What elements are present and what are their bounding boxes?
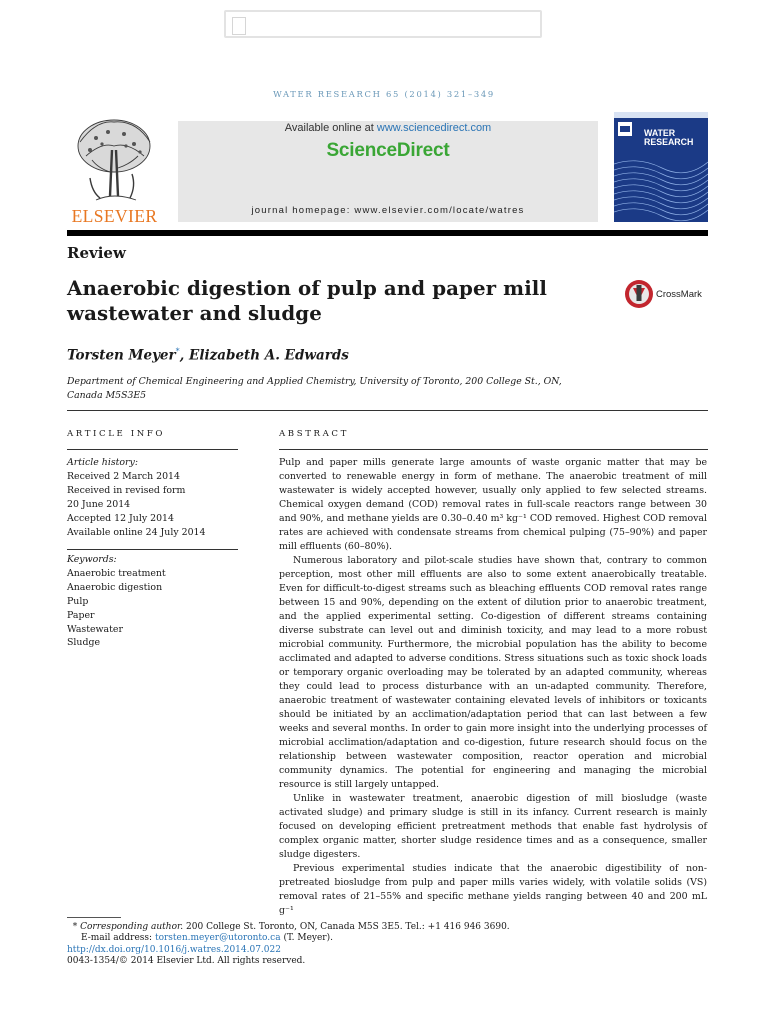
crossmark-label[interactable]: CrossMark [656, 289, 702, 300]
journal-homepage-line[interactable]: journal homepage: www.elsevier.com/locate/watres [251, 205, 525, 216]
keyword: Anaerobic digestion [67, 581, 163, 593]
cover-title [644, 129, 706, 147]
article-title: Anaerobic digestion of pulp and paper mill wastewater and sludge [67, 276, 548, 325]
abstract-paragraph: Pulp and paper mills generate large amounts of waste organic matter that may be converted to renewable energy in form of methane. The anaerobic treatment of mill wastewater is widely accepted however, usually only applied to few selected streams. Chemical oxygen demand (COD) removal rates in full-scale reactors range between 30 and 90%, and methane yields are 0.30–0.40 m³ kg⁻¹ COD removed. Highest COD removal rates are achieved with condensate streams from chemical pulping (75–90%) and paper mill effluents (60–80%). [279, 457, 707, 552]
corresponding-footnote [67, 922, 667, 933]
authors-line [67, 347, 349, 364]
abstract-heading: ABSTRACT [279, 429, 349, 439]
footnotes [67, 922, 667, 967]
corresponding-address: 200 College St. Toronto, ON, Canada M5S 3E5. Tel.: +1 416 946 3690. [183, 922, 510, 932]
author-edwards[interactable]: , Elizabeth A. Edwards [179, 347, 349, 364]
email-link[interactable]: torsten.meyer@utoronto.ca [154, 933, 281, 944]
journal-citation-line: WATER RESEARCH 65 (2014) 321–349 [273, 89, 495, 99]
article-type: Review [67, 244, 126, 262]
corresponding-label: Corresponding author. [80, 922, 184, 932]
abstract-paragraph: Numerous laboratory and pilot-scale studies have shown that, contrary to common perception, most other mill effluents are also to some extent anaerobically treatable. Even for difficult-to-digest streams such as bleaching effluents COD removal rates range between 15 and 90%, depending on the extent of dilution prior to anaerobic treatment, and the applied experimental setting. Co-digestion of different streams containing diverse substrate can level out and diminish toxicity, and may lead to a more robust microbial community. Furthermore, the microbial population has the ability to become acclimated and adapted to adverse conditions. Stress situations such as toxic shock loads or temporary organic overloading may be tolerated by an adapted community, whereas they could lead to process disturbance with an un-adapted community. Therefore, anaerobic treatment of wastewater containing elevated levels of inhibitors or toxicants should be initiated by an acclimation/adaptation period that can last between a few weeks and several months. In order to gain more insight into the underlying processes of microbial acclimation/adaptation and co-digestion, future research should focus on the relationship between wastewater composition, reactor operation and microbial community dynamics. The potential for engineering and managing the microbial resource is still largely untapped. [279, 555, 707, 790]
available-online-line [178, 122, 598, 134]
keyword: Sludge [67, 637, 101, 649]
history-item: Received in revised form [67, 484, 186, 496]
keyword: Anaerobic treatment [67, 567, 166, 579]
abstract-body [279, 456, 707, 918]
history-item: Received 2 March 2014 [67, 470, 180, 482]
divider [279, 449, 708, 450]
footnote-rule [67, 917, 121, 918]
corresponding-mark[interactable]: * [175, 347, 180, 356]
sciencedirect-link[interactable]: www.sciencedirect.com [376, 122, 492, 134]
divider [67, 549, 238, 550]
keywords-list [67, 553, 239, 650]
keyword: Pulp [67, 595, 89, 607]
abstract-paragraph: Unlike in wastewater treatment, anaerobic digestion of mill biosludge (waste activated sludge) and primary sludge is still in its infancy. Current research is mainly focused on developing efficient pretreatment methods that enable fast hydrolysis of complex organic matter, shorter sludge residence times and as a consequence, smaller sludge digesters. [279, 793, 707, 860]
email-footnote [67, 933, 667, 944]
doi-link[interactable]: http://dx.doi.org/10.1016/j.watres.2014.07.022 [67, 944, 281, 955]
divider [67, 410, 708, 411]
header-rule [67, 230, 708, 236]
history-item: 20 June 2014 [67, 498, 131, 510]
article-history [67, 456, 239, 539]
author-meyer[interactable]: Torsten Meyer [67, 347, 176, 364]
cover-title-line2: RESEARCH [644, 137, 694, 147]
cover-title-line1: WATER [644, 128, 676, 138]
abstract-paragraph: Previous experimental studies indicate that the anaerobic digestibility of non-pretreated biosludge from pulp and paper mills varies widely, with volatile solids (VS) removal rates of 21–55% and specific methane yields ranging between 40 and 200 mL g⁻¹ [279, 863, 707, 916]
keywords-label: Keywords: [67, 554, 117, 565]
available-prefix: Available online at [284, 122, 377, 134]
keyword: Wastewater [67, 623, 123, 635]
affiliation: Department of Chemical Engineering and Applied Chemistry, University of Toronto, 200 College St., ON, Canada M5S3E5 [67, 376, 562, 401]
email-label: E-mail address: [81, 933, 155, 944]
sciencedirect-brand: ScienceDirect [326, 140, 450, 161]
top-search-box[interactable] [224, 10, 542, 38]
box-cursor-icon [232, 17, 246, 35]
divider [67, 449, 238, 450]
keyword: Paper [67, 609, 95, 621]
footnote-mark: * [72, 922, 78, 932]
email-suffix: (T. Meyer). [280, 933, 333, 944]
copyright-line: 0043-1354/© 2014 Elsevier Ltd. All rights reserved. [67, 955, 306, 966]
history-label: Article history: [67, 457, 138, 468]
history-item: Accepted 12 July 2014 [67, 512, 174, 524]
history-item: Available online 24 July 2014 [67, 526, 206, 538]
publisher-name: ELSEVIER [71, 206, 158, 226]
article-info-heading: ARTICLE INFO [67, 429, 166, 439]
